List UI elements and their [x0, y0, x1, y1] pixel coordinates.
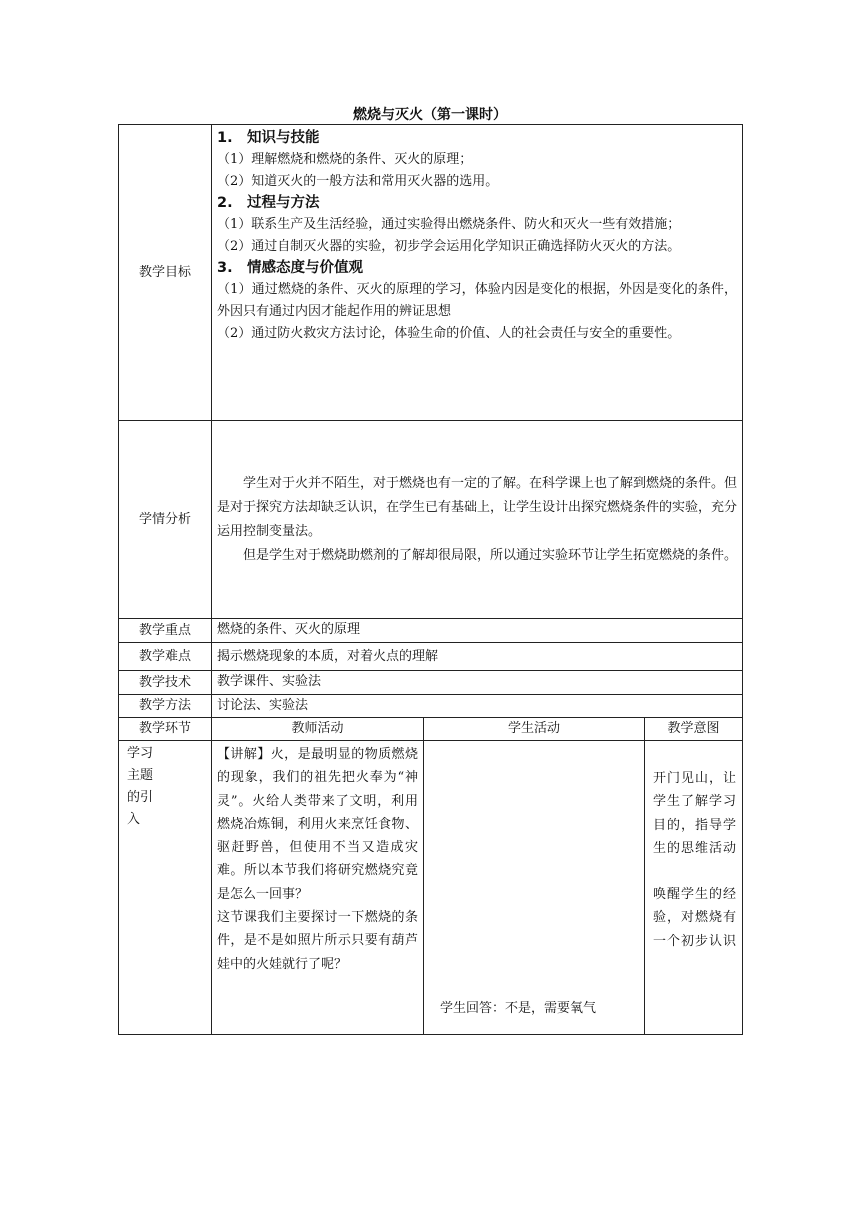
- objective-heading: 1. 知识与技能: [217, 130, 320, 146]
- page-title: 燃烧与灭火（第一课时）: [353, 107, 507, 123]
- lesson-plan-table: [118, 124, 742, 1035]
- objectives-label: 教学目标: [119, 125, 212, 421]
- objective-item: （1）通过燃烧的条件、灭火的原理的学习，体验内因是变化的根据，外因是变化的条件，外因只有通过内因才能起作用的辨证思想: [217, 282, 738, 319]
- key-points-row: [119, 619, 743, 643]
- objective-item: （1）联系生产及生活经验，通过实验得出燃烧条件、防火和灭火一些有效措施；: [217, 217, 681, 232]
- analysis-label: 学情分析: [119, 421, 212, 619]
- objective-item: （2）通过防火救灾方法讨论，体验生命的价值、人的社会责任与安全的重要性。: [217, 326, 681, 341]
- stage-line: 的引: [127, 790, 154, 805]
- key-points-value: 燃烧的条件、灭火的原理: [212, 619, 743, 643]
- analysis-paragraph: 但是学生对于燃烧助燃剂的了解却很局限，所以通过实验环节让学生拓宽燃烧的条件。: [243, 547, 738, 563]
- stage-line: 学习: [127, 746, 154, 761]
- student-activity-cell: [424, 741, 645, 1035]
- process-header-row: [119, 718, 743, 741]
- difficulties-row: [119, 643, 743, 671]
- intent-paragraph: 开门见山，让学生了解学习目的，指导学生的思维活动: [653, 771, 738, 856]
- objectives-content: [212, 125, 743, 421]
- header-stage: 教学环节: [119, 718, 212, 741]
- technology-label: 教学技术: [119, 671, 212, 695]
- objective-item: （1）理解燃烧和燃烧的条件、灭火的原理；: [217, 152, 473, 167]
- analysis-row: [119, 421, 743, 619]
- teacher-activity-cell: [212, 741, 424, 1035]
- objective-heading: 3. 情感态度与价值观: [217, 260, 363, 276]
- intent-cell: [645, 741, 743, 1035]
- objectives-row: [119, 125, 743, 421]
- teacher-paragraph: 【讲解】火，是最明显的物质燃烧的现象，我们的祖先把火奉为“神灵”。火给人类带来了文明，利用燃烧冶炼铜，利用火来烹饪食物、驱赶野兽，但使用不当又造成灾难。所以本节我们将研究燃烧究竟是怎么一回事？: [217, 747, 418, 902]
- analysis-paragraph: 学生对于火并不陌生，对于燃烧也有一定的了解。在科学课上也了解到燃烧的条件。但是对于探究方法却缺乏认识，在学生已有基础上，让学生设计出探究燃烧条件的实验，充分运用控制变量法。: [217, 475, 738, 539]
- objective-heading: 2. 过程与方法: [217, 195, 320, 211]
- difficulties-value: 揭示燃烧现象的本质，对着火点的理解: [212, 643, 743, 671]
- header-teacher: 教师活动: [212, 718, 424, 741]
- methods-row: [119, 695, 743, 718]
- technology-row: [119, 671, 743, 695]
- analysis-content: [212, 421, 743, 619]
- difficulties-label: 教学难点: [119, 643, 212, 671]
- teacher-paragraph: 这节课我们主要探讨一下燃烧的条件，是不是如照片所示只要有葫芦娃中的火娃就行了呢？: [217, 910, 418, 972]
- header-student: 学生活动: [424, 718, 645, 741]
- stage-line: 入: [127, 812, 141, 827]
- stage-line: 主题: [127, 768, 154, 783]
- process-row: [119, 741, 743, 1035]
- objective-item: （2）知道灭火的一般方法和常用灭火器的选用。: [217, 174, 499, 189]
- stage-cell: [119, 741, 212, 1035]
- technology-value: 教学课件、实验法: [212, 671, 743, 695]
- student-answer: 学生回答：不是，需要氧气: [440, 1001, 597, 1016]
- header-intent: 教学意图: [645, 718, 743, 741]
- objective-item: （2）通过自制灭火器的实验，初步学会运用化学知识正确选择防火灭火的方法。: [217, 239, 681, 254]
- methods-value: 讨论法、实验法: [212, 695, 743, 718]
- key-points-label: 教学重点: [119, 619, 212, 643]
- intent-paragraph: 唤醒学生的经验，对燃烧有一个初步认识: [653, 887, 738, 949]
- methods-label: 教学方法: [119, 695, 212, 718]
